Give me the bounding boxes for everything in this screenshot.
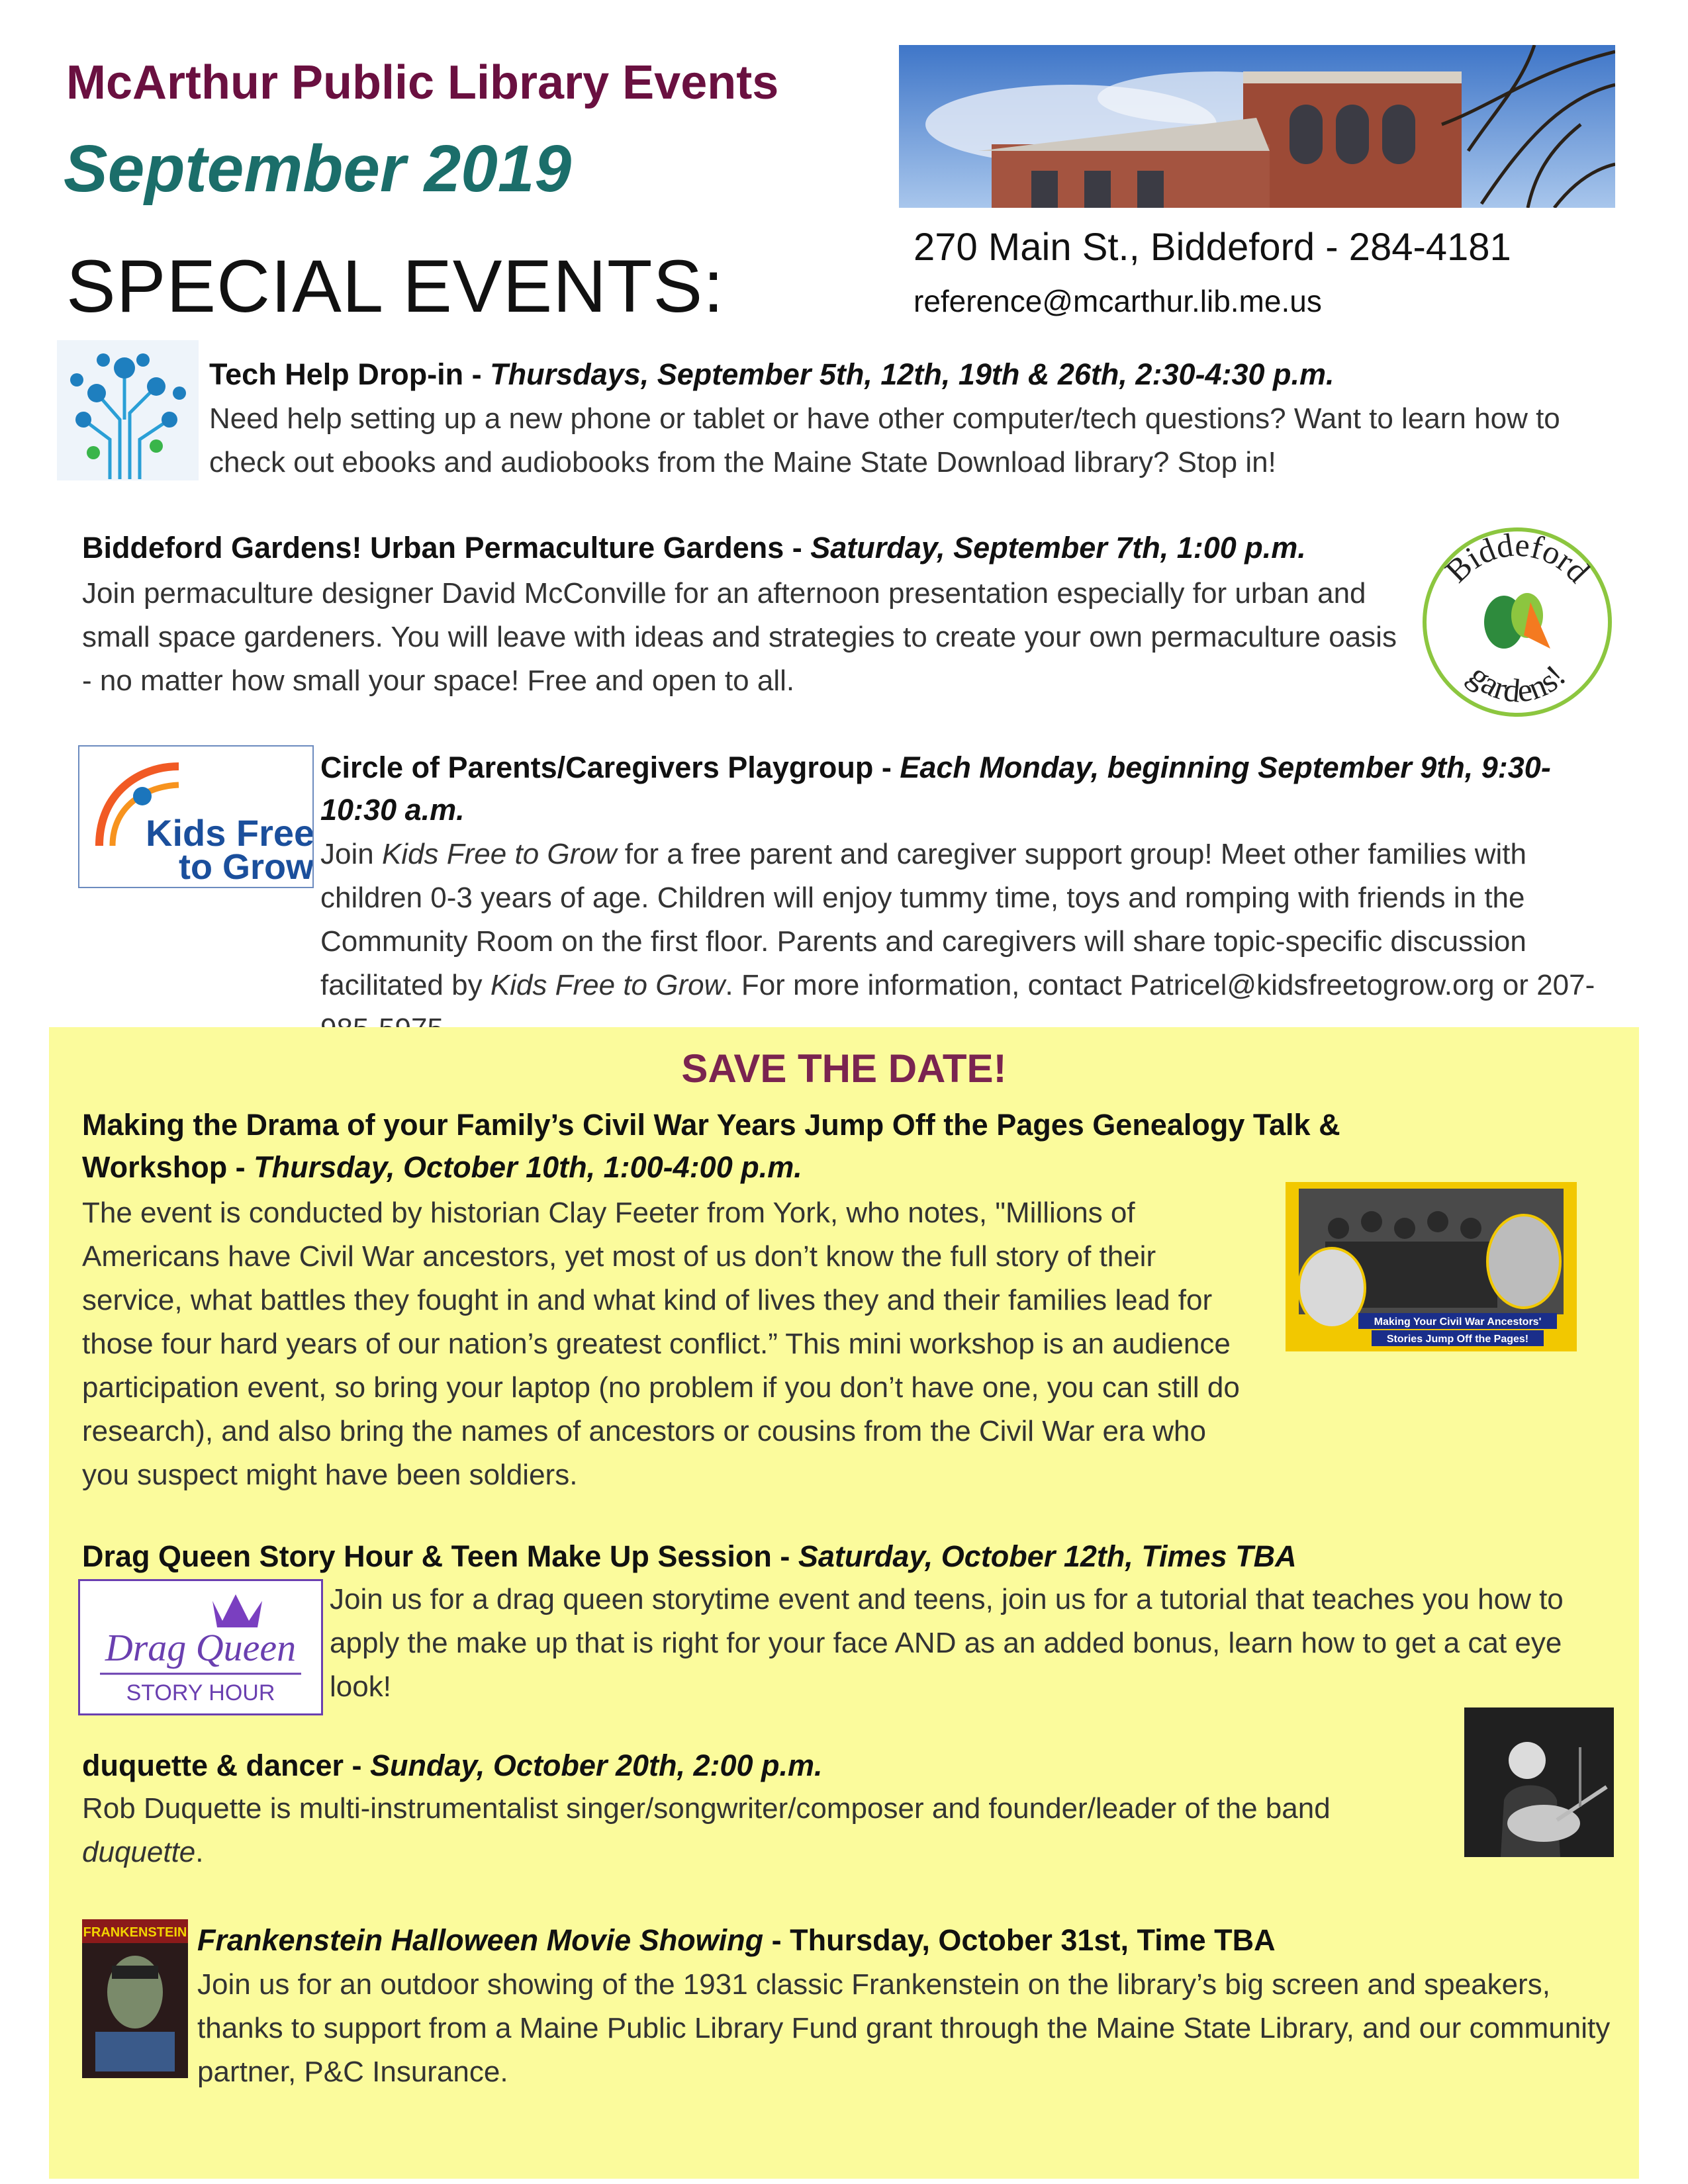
month-heading: September 2019 (64, 132, 572, 206)
save-the-date-heading: SAVE THE DATE! (681, 1046, 1007, 1091)
duquette-performer-photo (1464, 1707, 1614, 1857)
svg-text:Drag Queen: Drag Queen (105, 1626, 297, 1669)
event-duquette-body: Rob Duquette is multi-instrumentalist singer/songwriter/composer and founder/leader of the band duquette. (82, 1792, 1331, 1868)
drag-queen-story-hour-logo (78, 1579, 323, 1715)
event-tech-help-body: Need help setting up a new phone or tablet or have other computer/tech questions? Want to learn how to check out ebooks and audiobooks from the Maine State Download library? Stop in! (209, 402, 1560, 478)
svg-text:to Grow: to Grow (179, 847, 312, 887)
biddeford-gardens-logo (1418, 523, 1617, 721)
event-frankenstein-title: Frankenstein Halloween Movie Showing - Thursday, October 31st, Time TBA (197, 1923, 1276, 1957)
svg-text:Making Your Civil War Ancestor: Making Your Civil War Ancestors' (1374, 1316, 1542, 1328)
svg-text:Stories Jump Off the Pages!: Stories Jump Off the Pages! (1386, 1334, 1529, 1345)
event-genealogy-title: Making the Drama of your Family’s Civil War Years Jump Off the Pages Genealogy Talk & Workshop - Thursday, October 10th, 1:00-4:00 p.m. (82, 1108, 1340, 1184)
library-title: McArthur Public Library Events (66, 56, 779, 109)
svg-text:STORY HOUR: STORY HOUR (126, 1680, 275, 1706)
event-playgroup-title: Circle of Parents/Caregivers Playgroup - Each Monday, beginning September 9th, 9:30-10:30 a.m. (320, 751, 1551, 827)
svg-text:gardens!: gardens! (1462, 657, 1573, 709)
library-address: 270 Main St., Biddeford - 284-4181 (914, 226, 1511, 269)
svg-text:Biddeford: Biddeford (1438, 525, 1597, 590)
tech-tree-icon (57, 340, 199, 480)
library-building-photo (899, 45, 1615, 208)
event-gardens-body: Join permaculture designer David McConville for an afternoon presentation especially for urban and small space gardeners. You will leave with ideas and strategies to create your own permaculture oasis - no matter how small your space! Free and open to all. (82, 577, 1397, 697)
event-playgroup-body-top: Join Kids Free to Grow for a free parent and caregiver support group! Meet other families with children 0-3 years of age. Children will enjoy tummy time, toys and romping with friends in the Community Room on the first floor. Parents and caregivers will share topic-specific discussion facilitated by Kids Free to Grow. For more information, contact Patricel@kidsfreetogrow.org or 207- (320, 838, 1595, 1001)
event-frankenstein-body: Join us for an outdoor showing of the 1931 classic Frankenstein on the library’s big screen and speakers, thanks to support from a Maine Public Library Fund grant through the Maine State Library, and our community partner, P&C Insurance. (197, 1968, 1611, 2088)
event-genealogy-body: The event is conducted by historian Clay Feeter from York, who notes, "Millions of Americans have Civil War ancestors, yet most of us don’t know the full story of their service, what battles they fought in and what kind of lives they and their families lead for those four hard years of our nation’s greatest conflict.” This mini workshop is an audience participation event, so bring your laptop (no problem if you don’t have one, you can still do research), and also bring the names of ancestors or cousins from the Civil War era who you suspect might have been soldiers. (82, 1197, 1240, 1491)
event-tech-help-title: Tech Help Drop-in - Thursdays, September 5th, 12th, 19th & 26th, 2:30-4:30 p.m. (209, 357, 1335, 391)
special-events-heading: SPECIAL EVENTS: (66, 245, 725, 328)
event-drag-queen-title: Drag Queen Story Hour & Teen Make Up Session - Saturday, October 12th, Times TBA (82, 1539, 1297, 1573)
svg-text:FRANKENSTEIN: FRANKENSTEIN (83, 1925, 187, 1940)
event-gardens-title: Biddeford Gardens! Urban Permaculture Gardens - Saturday, September 7th, 1:00 p.m. (82, 531, 1306, 565)
svg-text:Kids Free: Kids Free (146, 812, 312, 854)
event-duquette-title: duquette & dancer - Sunday, October 20th, 2:00 p.m. (82, 1749, 823, 1782)
library-email: reference@mcarthur.lib.me.us (914, 284, 1322, 318)
event-drag-queen-body: Join us for a drag queen storytime event and teens, join us for a tutorial that teaches you how to apply the make up that is right for your face AND as an added bonus, learn how to get a cat eye look! (330, 1583, 1564, 1703)
kids-free-to-grow-logo (78, 745, 314, 888)
frankenstein-poster (82, 1919, 188, 2078)
